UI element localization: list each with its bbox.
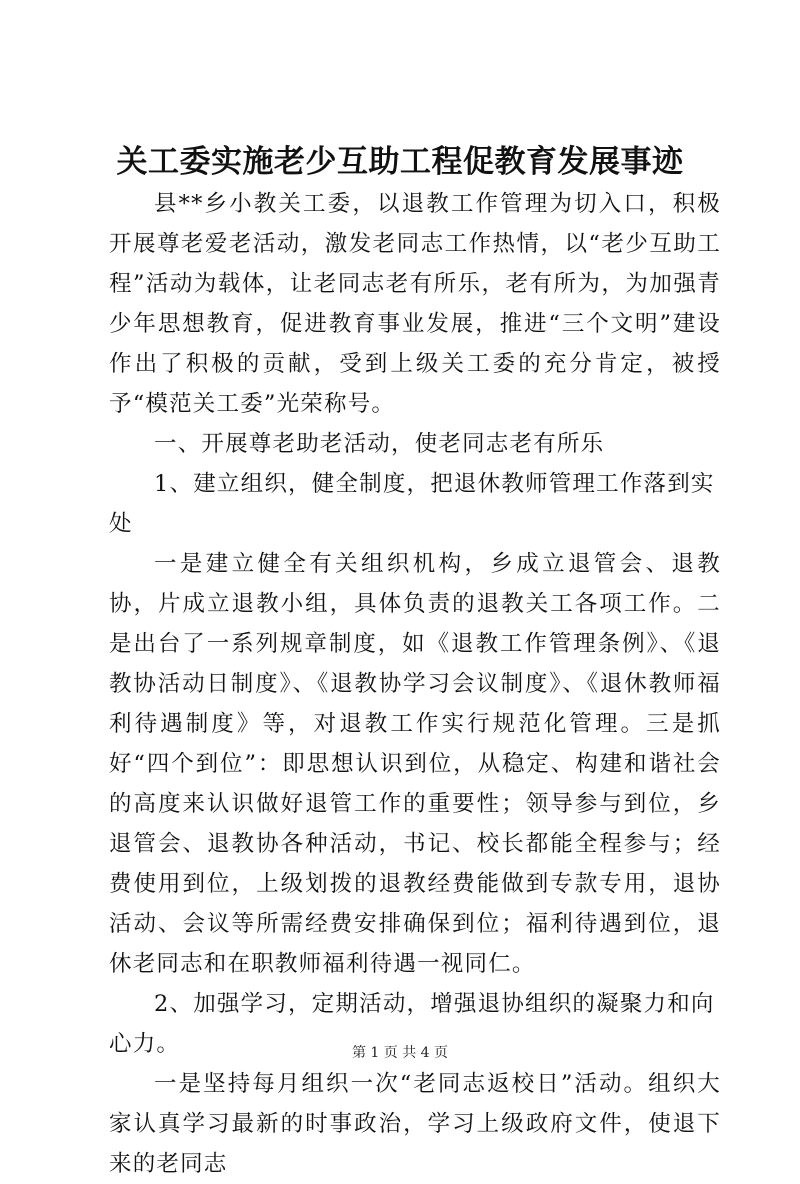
- document-body: [109, 184, 721, 1184]
- paragraph-intro: 县**乡小教关工委，以退教工作管理为切入口，积极开展尊老爱老活动，激发老同志工作热情，以“老少互助工程”活动为载体，让老同志老有所乐，老有所为，为加强青少年思想教育，促进教育事业发展，推进“三个文明”建设作出了积极的贡献，受到上级关工委的充分肯定，被授予“模范关工委”光荣称号。: [109, 191, 721, 417]
- subsection-heading-2: 2、加强学习，定期活动，增强退协组织的凝聚力和向心力。: [109, 991, 715, 1057]
- document-title: 关工委实施老少互助工程促教育发展事迹: [116, 144, 684, 180]
- paragraph-activities: 一是坚持每月组织一次“老同志返校日”活动。组织大家认真学习最新的时事政治，学习上级政府文件，使退下来的老同志: [109, 1071, 721, 1177]
- paragraph-organization: 一是建立健全有关组织机构，乡成立退管会、退教协，片成立退教小组，具体负责的退教关工各项工作。二是出台了一系列规章制度，如《退教工作管理条例》、《退教协活动日制度》、《退教协学习会议制度》、《退休教师福利待遇制度》等，对退教工作实行规范化管理。三是抓好“四个到位”：即思想认识到位，从稳定、构建和谐社会的高度来认识做好退管工作的重要性；领导参与到位，乡退管会、退教协各种活动，书记、校长都能全程参与；经费使用到位，上级划拨的退教经费能做到专款专用，退协活动、会议等所需经费安排确保到位；福利待遇到位，退休老同志和在职教师福利待遇一视同仁。: [109, 551, 721, 977]
- subsection-heading-1: 1、建立组织，健全制度，把退休教师管理工作落到实处: [109, 471, 715, 537]
- page-footer: 第 1 页 共 4 页: [351, 1045, 449, 1061]
- section-heading-1: 一、开展尊老助老活动，使老同志老有所乐: [154, 431, 605, 457]
